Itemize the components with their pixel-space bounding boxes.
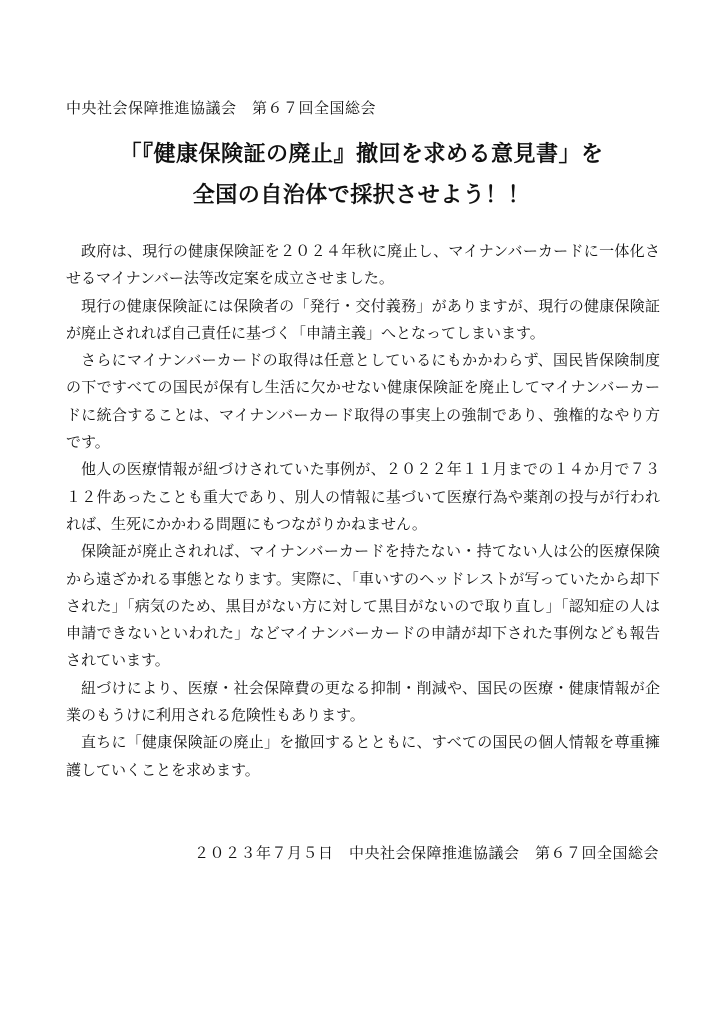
- title-line-2: 全国の自治体で採択させよう！！: [192, 183, 531, 208]
- body-paragraph: 直ちに「健康保険証の廃止」を撤回するとともに、すべての国民の個人情報を尊重擁護していくことを求めます。: [66, 733, 660, 779]
- body-paragraph: 紐づけにより、医療・社会保障費の更なる抑制・削減や、国民の医療・健康情報が企業のもうけに利用される危険性もあります。: [66, 678, 660, 725]
- title-line-1: 「『健康保険証の廃止』撤回を求める意見書」を: [119, 142, 604, 167]
- signature-line: ２０２３年７月５日 中央社会保障推進協議会 第６７回全国総会: [193, 844, 659, 862]
- body-paragraph: 政府は、現行の健康保険証を２０２４年秋に廃止し、マイナンバーカードに一体化させるマイナンバー法等改定案を成立させました。: [66, 242, 660, 288]
- document-body: [66, 238, 660, 784]
- body-paragraph: さらにマイナンバーカードの取得は任意としているにもかかわらず、国民皆保険制度の下ですべての国民が保有し生活に欠かせない健康保険証を廃止してマイナンバーカードに統合することは、マイナンバーカード取得の事実上の強制であり、強権的なやり方です。: [66, 351, 660, 452]
- body-paragraph: 他人の医療情報が紐づけされていた事例が、２０２２年１１月までの１４か月で７３１２件あったことも重大であり、別人の情報に基づいて医療行為や薬剤の投与が行われれば、生死にかかわる問題にもつながりかねません。: [66, 460, 660, 533]
- body-paragraph: 現行の健康保険証には保険者の「発行・交付義務」がありますが、現行の健康保険証が廃止されれば自己責任に基づく「申請主義」へとなってしまいます。: [66, 296, 660, 342]
- body-paragraph: 保険証が廃止されれば、マイナンバーカードを持たない・持てない人は公的医療保険から遠ざかれる事態となります。実際に、「車いすのヘッドレストが写っていたから却下された」「病気のため、黒目がない方に対して黒目がないので取り直し」「認知症の人は申請できないといわれた」などマイナンバーカードの申請が却下された事例なども報告されています。: [66, 542, 660, 670]
- organization-line: 中央社会保障推進協議会 第６７回全国総会: [66, 99, 377, 117]
